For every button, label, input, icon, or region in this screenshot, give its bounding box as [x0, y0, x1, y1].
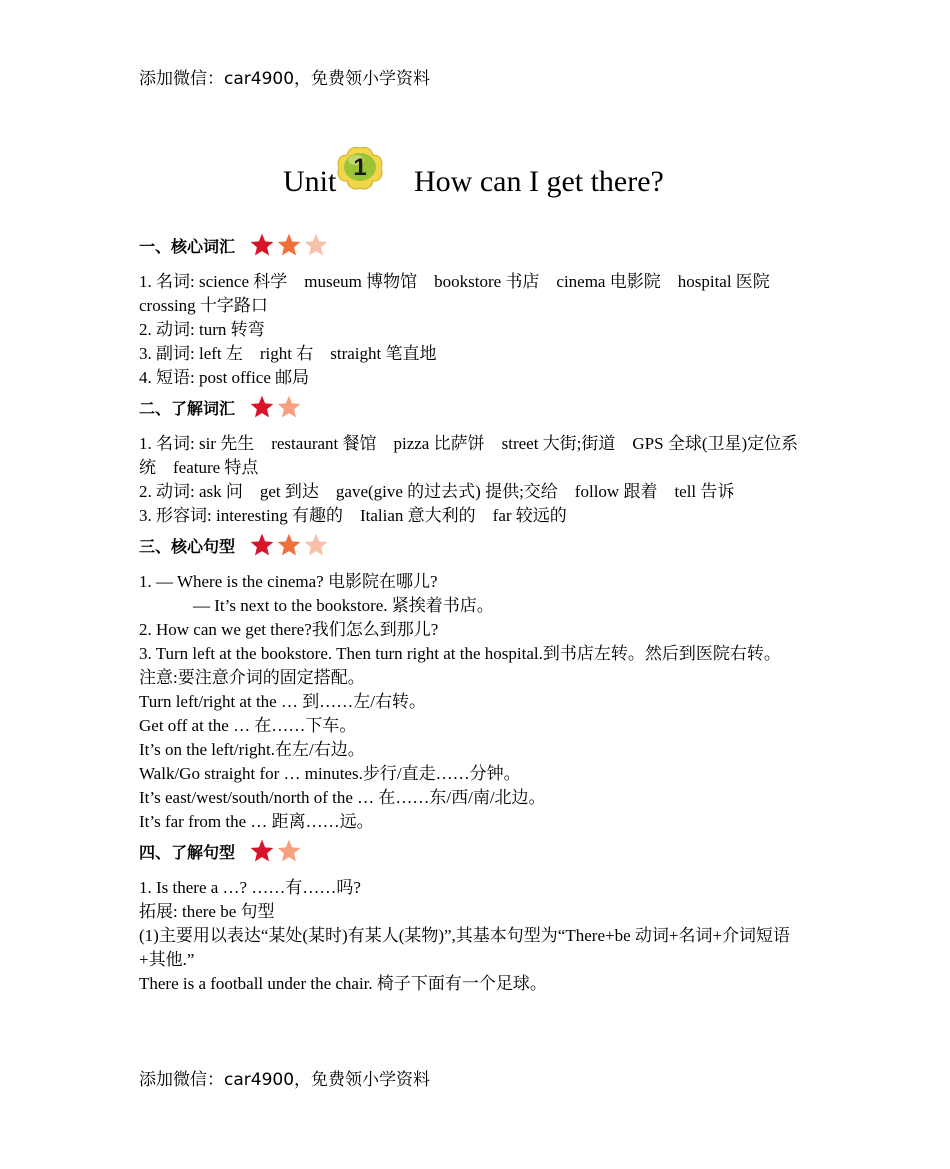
- star-icon: [303, 532, 329, 558]
- text-line: 1. 名词: science 科学 museum 博物馆 bookstore 书店 cinema 电影院 hospital 医院 crossing 十字路口: [139, 272, 787, 315]
- text-line: 拓展: there be 句型: [139, 902, 275, 921]
- text-line: 1. 名词: sir 先生 restaurant 餐馆 pizza 比萨饼 street 大街;街道 GPS 全球(卫星)定位系统 feature 特点: [139, 434, 799, 477]
- rating-stars: [249, 394, 302, 420]
- text-line: It’s far from the … 距离……远。: [139, 812, 374, 831]
- rating-stars: [249, 232, 329, 258]
- text-line: 3. Turn left at the bookstore. Then turn right at the hospital.到书店左转。然后到医院右转。: [139, 644, 781, 663]
- text-line: There is a football under the chair. 椅子下面有一个足球。: [139, 974, 547, 993]
- rating-stars: [249, 532, 329, 558]
- section-heading: [139, 228, 811, 262]
- text-line: 2. How can we get there?我们怎么到那儿?: [139, 620, 439, 639]
- star-icon: [276, 232, 302, 258]
- section-title: 三、核心句型: [139, 536, 236, 556]
- section-heading: [139, 528, 811, 562]
- text-line: 3. 形容词: interesting 有趣的 Italian 意大利的 far 较远的: [139, 506, 567, 525]
- section-heading: [139, 834, 811, 868]
- text-line: It’s east/west/south/north of the … 在……东/西/南/北边。: [139, 788, 546, 807]
- text-line: It’s on the left/right.在左/右边。: [139, 740, 365, 759]
- page-title: [139, 145, 811, 205]
- star-icon: [276, 394, 302, 420]
- text-line: 1. Is there a …? ……有……吗?: [139, 878, 361, 897]
- footer-note: 添加微信：car4900，免费领小学资料: [139, 1070, 431, 1090]
- star-icon: [249, 394, 275, 420]
- star-icon: [249, 838, 275, 864]
- unit-number-badge-icon: [335, 145, 385, 191]
- text-line: 3. 副词: left 左 right 右 straight 笔直地: [139, 344, 437, 363]
- star-icon: [249, 532, 275, 558]
- star-icon: [303, 232, 329, 258]
- text-line: 2. 动词: turn 转弯: [139, 320, 265, 339]
- star-icon: [276, 532, 302, 558]
- text-line: 4. 短语: post office 邮局: [139, 368, 310, 387]
- text-line: Turn left/right at the … 到……左/右转。: [139, 692, 426, 711]
- rating-stars: [249, 838, 302, 864]
- text-line: 2. 动词: ask 问 get 到达 gave(give 的过去式) 提供;交给 follow 跟着 tell 告诉: [139, 482, 735, 501]
- text-line: 注意:要注意介词的固定搭配。: [139, 668, 365, 687]
- star-icon: [276, 838, 302, 864]
- unit-question: How can I get there?: [414, 165, 664, 198]
- unit-label: Unit: [283, 165, 337, 198]
- unit-number: 1: [353, 154, 367, 181]
- section-heading: [139, 390, 811, 424]
- text-line: Walk/Go straight for … minutes.步行/直走……分钟。: [139, 764, 521, 783]
- text-line: 1. — Where is the cinema? 电影院在哪儿?: [139, 572, 438, 591]
- header-note: 添加微信：car4900，免费领小学资料: [139, 69, 431, 89]
- text-line: — It’s next to the bookstore. 紧挨着书店。: [193, 596, 494, 615]
- section-title: 一、核心词汇: [139, 236, 236, 256]
- text-line: Get off at the … 在……下车。: [139, 716, 357, 735]
- section-title: 二、了解词汇: [139, 398, 236, 418]
- text-line: (1)主要用以表达“某处(某时)有某人(某物)”,其基本句型为“There+be 动词+名词+介词短语+其他.”: [139, 926, 791, 969]
- section-title: 四、了解句型: [139, 842, 236, 862]
- star-icon: [249, 232, 275, 258]
